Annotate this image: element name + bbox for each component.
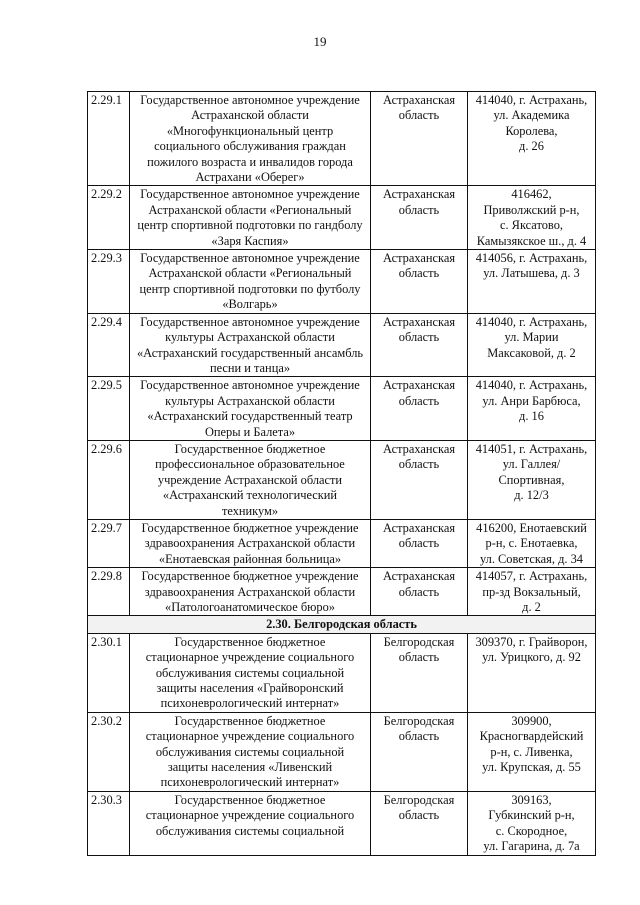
region: Астраханская область — [371, 519, 468, 567]
address: 414056, г. Астрахань, ул. Латышева, д. 3 — [468, 250, 596, 314]
row-number: 2.29.4 — [88, 313, 130, 377]
section-row — [88, 616, 596, 633]
institution-name: Государственное автономное учреждение Астраханской области «Многофункциональный центр социального обслуживания граждан пожилого возраста и инвалидов города Астрахани «Оберег» — [130, 92, 371, 186]
table-row — [88, 313, 596, 377]
institutions-table — [87, 91, 596, 856]
institution-name: Государственное бюджетное профессиональное образовательное учреждение Астраханской области «Астраханский технологический техникум» — [130, 440, 371, 519]
row-number: 2.29.1 — [88, 92, 130, 186]
table-row — [88, 92, 596, 186]
region: Астраханская область — [371, 568, 468, 616]
address: 414040, г. Астрахань, ул. Анри Барбюса, д. 16 — [468, 377, 596, 441]
institution-name: Государственное автономное учреждение культуры Астраханской области «Астраханский государственный ансамбль песни и танца» — [130, 313, 371, 377]
region: Астраханская область — [371, 250, 468, 314]
region: Астраханская область — [371, 92, 468, 186]
region: Астраханская область — [371, 440, 468, 519]
address: 416200, Енотаевский р-н, с. Енотаевка, ул. Советская, д. 34 — [468, 519, 596, 567]
institution-name: Государственное автономное учреждение Астраханской области «Региональный центр спортивной подготовки по футболу «Волгарь» — [130, 250, 371, 314]
row-number: 2.29.7 — [88, 519, 130, 567]
address: 414051, г. Астрахань, ул. Галлея/ Спортивная, д. 12/3 — [468, 440, 596, 519]
table-row — [88, 186, 596, 250]
address: 414057, г. Астрахань, пр-зд Вокзальный, д. 2 — [468, 568, 596, 616]
institution-name: Государственное бюджетное учреждение здравоохранения Астраханской области «Патологоанатомическое бюро» — [130, 568, 371, 616]
table-row — [88, 440, 596, 519]
row-number: 2.29.3 — [88, 250, 130, 314]
page-number: 19 — [313, 34, 327, 49]
region: Белгородская область — [371, 712, 468, 791]
address: 309370, г. Грайворон, ул. Урицкого, д. 92 — [468, 633, 596, 712]
address: 414040, г. Астрахань, ул. Марии Максаковой, д. 2 — [468, 313, 596, 377]
row-number: 2.29.5 — [88, 377, 130, 441]
institutions-table-body — [88, 92, 596, 856]
table-row — [88, 712, 596, 791]
table-row — [88, 791, 596, 855]
address: 309163, Губкинский р-н, с. Скородное, ул. Гагарина, д. 7а — [468, 791, 596, 855]
region: Астраханская область — [371, 186, 468, 250]
row-number: 2.29.6 — [88, 440, 130, 519]
institution-name: Государственное бюджетное стационарное учреждение социального обслуживания системы социальной защиты населения «Грайворонский психоневрологический интернат» — [130, 633, 371, 712]
section-heading: 2.30. Белгородская область — [88, 616, 596, 633]
institution-name: Государственное бюджетное стационарное учреждение социального обслуживания системы социальной — [130, 791, 371, 855]
region: Астраханская область — [371, 313, 468, 377]
row-number: 2.30.1 — [88, 633, 130, 712]
row-number: 2.30.3 — [88, 791, 130, 855]
table-row — [88, 633, 596, 712]
address: 416462, Приволжский р-н, с. Яксатово, Камызякское ш., д. 4 — [468, 186, 596, 250]
region: Белгородская область — [371, 791, 468, 855]
institution-name: Государственное бюджетное учреждение здравоохранения Астраханской области «Енотаевская районная больница» — [130, 519, 371, 567]
table-row — [88, 568, 596, 616]
institution-name: Государственное автономное учреждение культуры Астраханской области «Астраханский государственный театр Оперы и Балета» — [130, 377, 371, 441]
institution-name: Государственное автономное учреждение Астраханской области «Региональный центр спортивной подготовки по гандболу «Заря Каспия» — [130, 186, 371, 250]
region: Белгородская область — [371, 633, 468, 712]
row-number: 2.30.2 — [88, 712, 130, 791]
institution-name: Государственное бюджетное стационарное учреждение социального обслуживания системы социальной защиты населения «Ливенский психоневрологический интернат» — [130, 712, 371, 791]
address: 414040, г. Астрахань, ул. Академика Королева, д. 26 — [468, 92, 596, 186]
row-number: 2.29.2 — [88, 186, 130, 250]
table-row — [88, 519, 596, 567]
region: Астраханская область — [371, 377, 468, 441]
address: 309900, Красногвардейский р-н, с. Ливенка, ул. Крупская, д. 55 — [468, 712, 596, 791]
row-number: 2.29.8 — [88, 568, 130, 616]
table-row — [88, 377, 596, 441]
table-row — [88, 250, 596, 314]
